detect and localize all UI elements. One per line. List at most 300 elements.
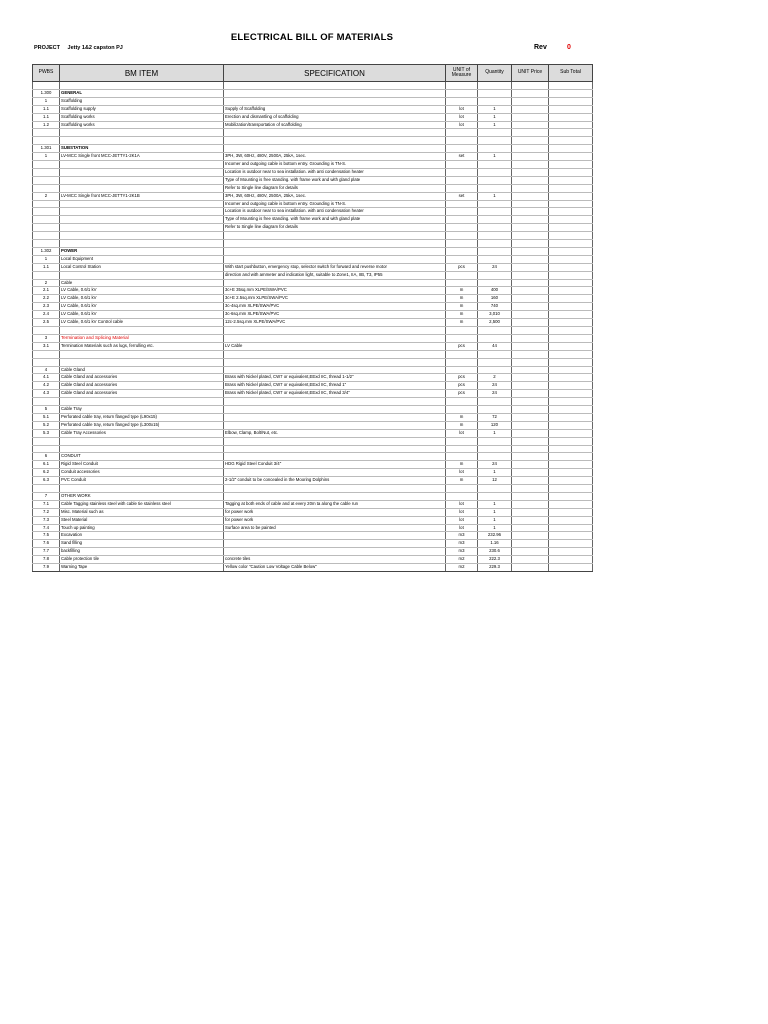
cell-item-no: 2.2: [33, 295, 60, 303]
cell-unit: [446, 129, 478, 137]
cell-price: [512, 342, 549, 350]
cell-price: [512, 469, 549, 477]
cell-price: [512, 295, 549, 303]
cell-item: Cable: [60, 279, 224, 287]
cell-price: [512, 319, 549, 327]
cell-item: LV Cable, 0.6/1 kV Control cable: [60, 319, 224, 327]
cell-qty: 12: [478, 477, 512, 485]
cell-item: OTHER WORK: [60, 492, 224, 500]
cell-subtotal: [549, 271, 593, 279]
header-item-no: PWBS: [33, 65, 60, 82]
cell-item: Cable Gland and accessories: [60, 382, 224, 390]
table-row: [33, 445, 593, 453]
cell-spec: With start pushbutton, emergency stop, selector switch for forward and reverse motor: [224, 263, 446, 271]
header-item: BM ITEM: [60, 65, 224, 82]
cell-unit: [446, 200, 478, 208]
cell-spec: for power work: [224, 516, 446, 524]
cell-qty: [478, 437, 512, 445]
cell-unit: [446, 161, 478, 169]
cell-subtotal: [549, 485, 593, 493]
cell-item-no: [33, 216, 60, 224]
cell-subtotal: [549, 421, 593, 429]
cell-unit: [446, 240, 478, 248]
cell-qty: 1: [478, 429, 512, 437]
cell-item-no: 7.2: [33, 508, 60, 516]
cell-price: [512, 137, 549, 145]
cell-qty: [478, 240, 512, 248]
cell-subtotal: [549, 319, 593, 327]
cell-price: [512, 492, 549, 500]
cell-subtotal: [549, 279, 593, 287]
cell-unit: m: [446, 295, 478, 303]
cell-spec: [224, 255, 446, 263]
cell-unit: m2: [446, 556, 478, 564]
cell-spec: [224, 279, 446, 287]
table-row: [33, 374, 593, 382]
table-row: [33, 121, 593, 129]
table-row: [33, 263, 593, 271]
cell-subtotal: [549, 350, 593, 358]
cell-subtotal: [549, 413, 593, 421]
cell-item-no: 7.8: [33, 556, 60, 564]
cell-spec: direction and with ammeter and indication light, suitable to Zone1, IIA, IIB, T3, IP55: [224, 271, 446, 279]
cell-qty: [478, 350, 512, 358]
cell-unit: [446, 279, 478, 287]
cell-spec: [224, 350, 446, 358]
cell-price: [512, 429, 549, 437]
cell-unit: m: [446, 421, 478, 429]
cell-subtotal: [549, 255, 593, 263]
cell-spec: Type of Mounting is free standing. with frame work and with gland plate: [224, 176, 446, 184]
table-row: [33, 421, 593, 429]
cell-unit: [446, 89, 478, 97]
table-row: [33, 366, 593, 374]
cell-spec: Location is outdoor near to sea installation. with anti condensation heater: [224, 208, 446, 216]
cell-item-no: 2.4: [33, 311, 60, 319]
table-row: [33, 334, 593, 342]
cell-item-no: 1: [33, 153, 60, 161]
cell-unit: m: [446, 461, 478, 469]
cell-item: LV Cable, 0.6/1 kV: [60, 287, 224, 295]
cell-spec: [224, 247, 446, 255]
cell-item: [60, 350, 224, 358]
header-price: UNIT Price: [512, 65, 549, 82]
cell-spec: Mobilization/transportation of scaffolding: [224, 121, 446, 129]
cell-price: [512, 192, 549, 200]
table-row: [33, 224, 593, 232]
cell-unit: lot: [446, 524, 478, 532]
cell-unit: [446, 137, 478, 145]
cell-item: Scaffolding works: [60, 121, 224, 129]
cell-subtotal: [549, 358, 593, 366]
cell-subtotal: [549, 453, 593, 461]
cell-subtotal: [549, 192, 593, 200]
cell-unit: [446, 485, 478, 493]
cell-unit: [446, 327, 478, 335]
header-unit-line1: UNIT of: [452, 66, 471, 73]
cell-item: LV Cable, 0.6/1 kV: [60, 311, 224, 319]
cell-price: [512, 255, 549, 263]
cell-unit: m: [446, 303, 478, 311]
cell-subtotal: [549, 247, 593, 255]
cell-item: [60, 232, 224, 240]
cell-item: [60, 168, 224, 176]
cell-qty: [478, 129, 512, 137]
cell-item-no: 6.2: [33, 469, 60, 477]
cell-item-no: 7: [33, 492, 60, 500]
table-row: [33, 145, 593, 153]
cell-unit: [446, 208, 478, 216]
cell-item-no: [33, 358, 60, 366]
cell-price: [512, 413, 549, 421]
cell-spec: [224, 145, 446, 153]
cell-subtotal: [549, 208, 593, 216]
cell-price: [512, 263, 549, 271]
cell-item: [60, 129, 224, 137]
cell-unit: [446, 453, 478, 461]
table-row: [33, 240, 593, 248]
cell-price: [512, 421, 549, 429]
table-row: [33, 540, 593, 548]
cell-item-no: 7.7: [33, 548, 60, 556]
cell-item-no: 2.1: [33, 287, 60, 295]
cell-price: [512, 153, 549, 161]
bom-body: [33, 82, 593, 572]
cell-qty: [478, 97, 512, 105]
cell-price: [512, 358, 549, 366]
cell-qty: 1: [478, 153, 512, 161]
cell-spec: [224, 398, 446, 406]
cell-price: [512, 89, 549, 97]
cell-qty: 1: [478, 469, 512, 477]
cell-unit: lot: [446, 121, 478, 129]
cell-qty: 24: [478, 382, 512, 390]
cell-qty: 222.3: [478, 556, 512, 564]
cell-spec: Incomer and outgoing cable is bottom entry. Grounding is TN-S.: [224, 200, 446, 208]
cell-unit: [446, 145, 478, 153]
cell-item: Cable Tray Accessories: [60, 429, 224, 437]
cell-subtotal: [549, 406, 593, 414]
cell-spec: [224, 334, 446, 342]
cell-price: [512, 200, 549, 208]
table-row: [33, 532, 593, 540]
cell-spec: [224, 548, 446, 556]
cell-price: [512, 287, 549, 295]
cell-spec: [224, 406, 446, 414]
table-row: [33, 82, 593, 90]
cell-item-no: [33, 82, 60, 90]
cell-price: [512, 145, 549, 153]
cell-spec: Incomer and outgoing cable is bottom entry. Grounding is TN-S.: [224, 161, 446, 169]
cell-item-no: 2: [33, 279, 60, 287]
cell-item-no: [33, 350, 60, 358]
cell-price: [512, 485, 549, 493]
cell-item-no: 1.1: [33, 105, 60, 113]
cell-qty: [478, 145, 512, 153]
cell-item-no: [33, 168, 60, 176]
cell-subtotal: [549, 532, 593, 540]
table-row: [33, 303, 593, 311]
cell-price: [512, 224, 549, 232]
cell-unit: [446, 406, 478, 414]
cell-spec: 3c+E 2.5sq.mm XLPE/SWA/PVC: [224, 295, 446, 303]
cell-item-no: 1.301: [33, 145, 60, 153]
cell-unit: m: [446, 319, 478, 327]
cell-unit: lot: [446, 469, 478, 477]
table-row: [33, 153, 593, 161]
cell-spec: [224, 421, 446, 429]
cell-qty: [478, 271, 512, 279]
cell-spec: [224, 327, 446, 335]
cell-subtotal: [549, 445, 593, 453]
cell-spec: [224, 137, 446, 145]
table-row: [33, 113, 593, 121]
cell-spec: [224, 97, 446, 105]
cell-item-no: 5: [33, 406, 60, 414]
cell-qty: [478, 200, 512, 208]
cell-item-no: [33, 437, 60, 445]
table-row: [33, 469, 593, 477]
cell-unit: m2: [446, 564, 478, 572]
table-row: [33, 398, 593, 406]
cell-item-no: 3.1: [33, 342, 60, 350]
table-row: [33, 548, 593, 556]
cell-price: [512, 184, 549, 192]
cell-spec: 2-1/2" conduit to be concealed in the Mooring Dolphins: [224, 477, 446, 485]
table-row: [33, 232, 593, 240]
cell-item: Touch up painting: [60, 524, 224, 532]
cell-unit: lot: [446, 105, 478, 113]
cell-price: [512, 564, 549, 572]
table-row: [33, 350, 593, 358]
cell-unit: [446, 334, 478, 342]
cell-price: [512, 97, 549, 105]
cell-item: LV-MCC Single front MCC-JETTY1-2K1A: [60, 153, 224, 161]
table-row: [33, 168, 593, 176]
cell-subtotal: [549, 295, 593, 303]
table-row: [33, 247, 593, 255]
cell-qty: 230.6: [478, 548, 512, 556]
cell-price: [512, 406, 549, 414]
table-row: [33, 129, 593, 137]
cell-qty: [478, 279, 512, 287]
header-spec: SPECIFICATION: [224, 65, 446, 82]
cell-subtotal: [549, 461, 593, 469]
table-row: [33, 524, 593, 532]
cell-spec: [224, 437, 446, 445]
cell-unit: [446, 445, 478, 453]
cell-item-no: 3: [33, 334, 60, 342]
cell-subtotal: [549, 429, 593, 437]
cell-item: [60, 184, 224, 192]
cell-price: [512, 524, 549, 532]
cell-qty: [478, 406, 512, 414]
cell-subtotal: [549, 121, 593, 129]
cell-item: [60, 437, 224, 445]
cell-unit: set: [446, 192, 478, 200]
cell-subtotal: [549, 153, 593, 161]
cell-item-no: 5.3: [33, 429, 60, 437]
cell-spec: [224, 89, 446, 97]
cell-item: Cable Tagging stainless steel with cable tie stainless steel: [60, 500, 224, 508]
table-row: [33, 319, 593, 327]
cell-unit: [446, 216, 478, 224]
table-row: [33, 358, 593, 366]
cell-item-no: 1.302: [33, 247, 60, 255]
cell-item-no: [33, 240, 60, 248]
table-row: [33, 516, 593, 524]
cell-qty: 24: [478, 263, 512, 271]
cell-qty: [478, 334, 512, 342]
cell-qty: [478, 168, 512, 176]
cell-item: [60, 445, 224, 453]
cell-price: [512, 445, 549, 453]
table-row: [33, 453, 593, 461]
cell-item-no: [33, 224, 60, 232]
cell-item: SUBSTATION: [60, 145, 224, 153]
cell-unit: m: [446, 477, 478, 485]
cell-spec: [224, 540, 446, 548]
cell-qty: 400: [478, 287, 512, 295]
cell-qty: [478, 161, 512, 169]
cell-subtotal: [549, 342, 593, 350]
cell-item-no: [33, 327, 60, 335]
cell-item-no: [33, 129, 60, 137]
table-row: [33, 406, 593, 414]
cell-item-no: [33, 200, 60, 208]
table-row: [33, 508, 593, 516]
table-row: [33, 556, 593, 564]
cell-item-no: 2: [33, 192, 60, 200]
cell-spec: Location is outdoor near to sea installation. with anti condensation heater: [224, 168, 446, 176]
cell-subtotal: [549, 524, 593, 532]
cell-spec: [224, 366, 446, 374]
cell-price: [512, 247, 549, 255]
cell-item: Scaffolding works: [60, 113, 224, 121]
table-row: [33, 500, 593, 508]
cell-subtotal: [549, 168, 593, 176]
cell-item-no: [33, 137, 60, 145]
cell-item: Warning Tape: [60, 564, 224, 572]
cell-item-no: 4: [33, 366, 60, 374]
cell-qty: 72: [478, 413, 512, 421]
cell-qty: [478, 82, 512, 90]
project-label: PROJECT: [34, 45, 60, 51]
cell-qty: [478, 255, 512, 263]
cell-price: [512, 121, 549, 129]
cell-unit: lot: [446, 516, 478, 524]
cell-subtotal: [549, 327, 593, 335]
cell-item: Misc. Material such as: [60, 508, 224, 516]
cell-item-no: 4.2: [33, 382, 60, 390]
cell-subtotal: [549, 137, 593, 145]
cell-subtotal: [549, 540, 593, 548]
cell-item: POWER: [60, 247, 224, 255]
cell-price: [512, 437, 549, 445]
cell-item: backfilling: [60, 548, 224, 556]
cell-qty: 1: [478, 508, 512, 516]
cell-qty: [478, 358, 512, 366]
cell-price: [512, 453, 549, 461]
cell-spec: Type of Mounting is free standing. with frame work and with gland plate: [224, 216, 446, 224]
cell-unit: [446, 224, 478, 232]
table-row: [33, 342, 593, 350]
cell-subtotal: [549, 232, 593, 240]
cell-subtotal: [549, 437, 593, 445]
cell-price: [512, 327, 549, 335]
cell-price: [512, 477, 549, 485]
table-row: [33, 97, 593, 105]
cell-item: [60, 176, 224, 184]
cell-item-no: [33, 445, 60, 453]
cell-price: [512, 350, 549, 358]
cell-item-no: 1: [33, 97, 60, 105]
cell-unit: [446, 366, 478, 374]
cell-qty: 1.16: [478, 540, 512, 548]
cell-spec: [224, 358, 446, 366]
cell-spec: Tagging at both ends of cable and at every 20m ta along the cable run: [224, 500, 446, 508]
cell-spec: for power work: [224, 508, 446, 516]
cell-item: [60, 137, 224, 145]
cell-subtotal: [549, 129, 593, 137]
cell-subtotal: [549, 564, 593, 572]
cell-qty: [478, 453, 512, 461]
cell-qty: [478, 485, 512, 493]
cell-unit: set: [446, 153, 478, 161]
cell-unit: [446, 247, 478, 255]
cell-qty: 120: [478, 421, 512, 429]
cell-spec: [224, 453, 446, 461]
cell-item-no: 2.3: [33, 303, 60, 311]
cell-subtotal: [549, 184, 593, 192]
cell-item: [60, 327, 224, 335]
cell-price: [512, 500, 549, 508]
cell-item-no: 7.6: [33, 540, 60, 548]
cell-subtotal: [549, 311, 593, 319]
header-unit: [446, 65, 478, 82]
cell-item: Steel Material: [60, 516, 224, 524]
cell-item-no: 1.1: [33, 113, 60, 121]
cell-item: Cable Gland: [60, 366, 224, 374]
cell-subtotal: [549, 200, 593, 208]
table-row: [33, 461, 593, 469]
cell-spec: 12c-2.5sq.mm XLPE/SWA/PVC: [224, 319, 446, 327]
cell-unit: pcs: [446, 382, 478, 390]
cell-qty: [478, 184, 512, 192]
cell-price: [512, 279, 549, 287]
cell-qty: 232.96: [478, 532, 512, 540]
cell-spec: [224, 532, 446, 540]
cell-price: [512, 556, 549, 564]
cell-item: Termination Materials such as lugs, ferrulling etc.: [60, 342, 224, 350]
cell-item: Cable protection tile: [60, 556, 224, 564]
cell-unit: m3: [446, 532, 478, 540]
cell-item: [60, 271, 224, 279]
cell-item-no: 6.3: [33, 477, 60, 485]
cell-item: Perforated cable tray, return flanged type (L300x15): [60, 421, 224, 429]
cell-unit: m3: [446, 548, 478, 556]
table-row: [33, 327, 593, 335]
table-row: [33, 271, 593, 279]
table-row: [33, 279, 593, 287]
cell-spec: [224, 413, 446, 421]
cell-spec: Refer to Single line diagram for details: [224, 184, 446, 192]
cell-price: [512, 168, 549, 176]
cell-price: [512, 161, 549, 169]
cell-item: Cable Gland and accessories: [60, 374, 224, 382]
cell-item: Perforated cable tray, return flanged type (L90x15): [60, 413, 224, 421]
cell-price: [512, 240, 549, 248]
